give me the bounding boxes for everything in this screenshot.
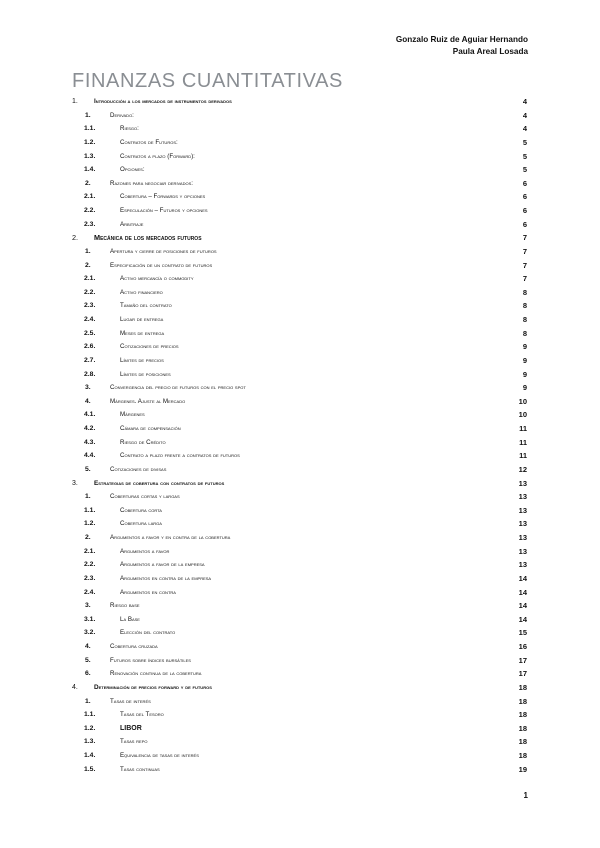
toc-entry-title: Activo mercancía o commodity [120,275,194,283]
toc-entry-title: Contrato a plazo frente a contratos de futuros [120,452,240,460]
toc-entry-title: Tamaño del contrato [120,302,172,310]
toc-entry[interactable] [72,245,527,259]
toc-entry-title: Tasas de interés [110,697,151,705]
toc-entry-title: Derivado: [110,111,134,119]
toc-entry-title: Activo financiero [120,288,163,296]
toc-entry-title: Apertura y cierre de posiciones de futuros [110,247,217,255]
toc-entry-number: 2.2. [84,207,96,214]
toc-entry-number: 5. [85,656,91,664]
toc-entry-page: 18 [518,737,527,747]
toc-entry[interactable] [72,354,527,368]
toc-entry-page: 18 [518,710,527,720]
toc-entry-title: Opciones: [120,166,145,174]
toc-entry[interactable] [72,695,527,709]
toc-entry-title: Especificación de un contrato de futuros [110,261,213,269]
toc-entry-number: 2. [85,534,91,541]
toc-entry-page: 6 [522,192,527,202]
toc-entry-number: 2.3. [84,302,96,310]
toc-entry-page: 10 [518,396,527,406]
toc-entry-page: 18 [518,682,527,692]
toc-entry-number: 2.7. [84,356,96,364]
toc-entry-page: 5 [522,151,527,161]
toc-entry[interactable] [72,531,527,545]
toc-entry-title: Tasas repo [120,738,148,746]
toc-entry-number: 1.1. [84,711,96,719]
toc-entry-number: 1.4. [84,166,96,174]
table-of-contents [72,95,527,776]
toc-entry-number: 2.1. [84,193,96,201]
toc-entry-page: 12 [518,464,527,474]
toc-entry-number: 1.3. [84,152,96,160]
toc-entry-number: 2. [85,261,91,269]
toc-entry-number: 1.3. [84,738,96,746]
toc-entry-title: Meses de entrega [120,329,165,337]
toc-entry[interactable] [72,436,527,450]
toc-entry[interactable] [72,259,527,273]
toc-entry-title: Arbitraje [120,220,144,228]
toc-entry-number: 4.3. [84,438,96,446]
toc-entry-number: 6. [85,670,91,678]
toc-entry-number: 2.2. [84,561,96,569]
toc-entry-number: 1. [85,247,91,255]
toc-entry[interactable] [72,340,527,354]
toc-entry[interactable] [72,286,527,300]
toc-entry-page: 9 [522,369,527,379]
toc-entry-title: Tasas del Tesoro [120,711,164,719]
toc-entry-number: 2.5. [84,329,96,337]
toc-entry[interactable] [72,136,527,150]
toc-entry-number: 4.2. [84,425,96,432]
toc-entry[interactable] [72,299,527,313]
toc-entry-title: Cámara de compensación [120,425,181,432]
toc-entry[interactable] [72,722,527,736]
toc-entry-title: Cotizaciones de divisas [110,465,167,473]
toc-entry-number: 1. [85,493,91,501]
toc-entry[interactable] [72,572,527,586]
toc-entry[interactable] [72,190,527,204]
toc-entry-page: 19 [518,764,527,774]
toc-entry-number: 2.4. [84,316,96,323]
toc-entry-page: 7 [522,233,527,243]
toc-entry-page: 6 [522,206,527,215]
toc-entry-title: Equivalencia de tasas de interés [120,752,199,759]
toc-entry-page: 14 [518,573,527,583]
toc-entry[interactable] [72,122,527,136]
toc-entry-title: Contratos de Futuros: [120,138,178,146]
toc-entry-page: 14 [518,601,527,611]
toc-entry-title: Futuros sobre índices bursátiles [110,656,191,664]
toc-entry-number: 1.1. [84,125,96,133]
toc-entry-page: 13 [518,560,527,570]
toc-entry-number: 1.4. [84,752,96,759]
toc-entry-page: 7 [522,246,527,256]
toc-entry-page: 9 [522,383,527,393]
toc-entry[interactable] [72,95,527,109]
toc-entry-title: Convergencia del precio de futuros con el precio spot [110,384,246,392]
toc-entry-page: 13 [518,546,527,556]
toc-entry[interactable] [72,395,527,409]
toc-entry-page: 9 [522,342,527,352]
toc-entry-page: 7 [522,274,527,284]
toc-entry[interactable] [72,204,527,218]
toc-entry[interactable] [72,517,527,531]
toc-entry-title: Cobertura larga [120,520,162,528]
toc-entry[interactable] [72,463,527,477]
toc-entry-title: Estrategias de cobertura con contratos de futuros [94,479,225,487]
toc-entry[interactable] [72,422,527,436]
toc-entry-page: 8 [522,328,527,338]
toc-entry[interactable] [72,545,527,559]
toc-entry[interactable] [72,368,527,382]
toc-entry[interactable] [72,150,527,164]
toc-entry-title: Razones para negociar derivados: [110,179,193,187]
toc-entry-title: Lugar de entrega [120,316,164,323]
toc-entry-number: 2. [72,233,79,243]
toc-entry-title: LIBOR [120,724,142,732]
toc-entry-title: Riesgo base [110,602,140,610]
toc-entry-page: 15 [518,628,527,638]
toc-entry[interactable] [72,654,527,668]
toc-entry-title: Argumentos a favor [120,547,170,555]
toc-entry-page: 4 [522,124,527,134]
authors-block [396,34,528,58]
toc-entry[interactable] [72,504,527,518]
toc-entry-title: Especulación – Futuros y opciones [120,207,208,214]
toc-entry-page: 8 [522,315,527,324]
toc-entry-title: Riesgo de Crédito [120,438,166,446]
toc-entry-number: 4. [85,397,91,405]
toc-entry[interactable] [72,218,527,232]
toc-entry-number: 2. [85,179,91,187]
toc-entry-page: 14 [518,587,527,597]
toc-entry-page: 4 [522,110,527,120]
toc-entry-page: 13 [518,505,527,515]
toc-entry[interactable] [72,272,527,286]
toc-entry-page: 11 [519,451,527,461]
toc-entry-page: 11 [519,424,527,433]
toc-entry-title: Cobertura cruzada [110,643,158,650]
toc-entry-title: Argumentos a favor y en contra de la cobertura [110,534,231,541]
toc-entry[interactable] [72,381,527,395]
toc-entry[interactable] [72,763,527,777]
toc-entry-number: 4. [85,643,91,650]
toc-entry-page: 13 [518,533,527,542]
toc-entry-number: 2.3. [84,574,96,582]
toc-entry-number: 1.1. [84,506,96,514]
toc-entry-title: Límites de posiciones [120,370,171,378]
toc-entry-page: 5 [522,165,527,175]
toc-entry-page: 6 [522,178,527,188]
toc-entry-title: Argumentos en contra de la empresa [120,574,212,582]
toc-entry[interactable] [72,626,527,640]
toc-entry-title: Riesgo: [120,125,139,133]
toc-entry-number: 2.8. [84,370,96,378]
toc-entry[interactable] [72,490,527,504]
toc-entry-number: 2.4. [84,588,96,596]
toc-entry-number: 1.5. [84,765,96,773]
toc-entry-page: 5 [522,137,527,147]
author-2: Paula Areal Losada [452,47,528,56]
toc-entry[interactable] [72,586,527,600]
toc-entry-title: Márgenes [120,411,145,419]
toc-entry[interactable] [72,667,527,681]
toc-entry-number: 3. [85,384,91,392]
toc-entry-number: 4. [72,683,78,691]
toc-entry-title: Tasas continuas [120,765,160,773]
toc-entry-page: 16 [518,642,527,651]
toc-entry-title: Límites de precios [120,356,164,364]
toc-entry[interactable] [72,681,527,695]
toc-entry[interactable] [72,231,527,245]
toc-entry-number: 4.4. [84,452,96,460]
toc-entry[interactable] [72,449,527,463]
toc-entry-title: La Base [120,615,140,623]
toc-entry-title: Coberturas cortas y largas [110,493,180,501]
toc-entry-number: 3. [72,479,78,487]
toc-entry-title: Cotizaciones de precios [120,343,179,351]
toc-entry-number: 2.6. [84,343,96,351]
toc-entry-title: Contratos a plazo (Forward): [120,152,195,160]
toc-entry[interactable] [72,109,527,123]
toc-entry-page: 13 [518,492,527,502]
toc-entry-title: Argumentos en contra [120,588,176,596]
toc-entry[interactable] [72,408,527,422]
toc-entry-number: 1. [72,98,78,105]
page-number: 1 [523,791,528,800]
toc-entry-page: 11 [519,437,527,447]
toc-entry-number: 4.1. [84,411,96,419]
toc-entry[interactable] [72,477,527,491]
toc-entry[interactable] [72,735,527,749]
toc-entry-number: 2.3. [84,220,96,228]
toc-entry-title: Elección del contrato [120,629,176,637]
toc-entry-title: Introducción a los mercados de instrumentos derivados [94,98,232,105]
toc-entry[interactable] [72,749,527,763]
toc-entry-title: Mecánica de los mercados futuros [94,233,202,243]
toc-entry-number: 1.2. [84,520,96,528]
toc-entry[interactable] [72,313,527,327]
toc-entry-page: 13 [518,478,527,488]
toc-entry[interactable] [72,599,527,613]
toc-entry-title: Cobertura – Forwards y opciones [120,193,206,201]
toc-entry-page: 18 [518,696,527,706]
document-title: FINANZAS CUANTITATIVAS [72,70,343,92]
toc-entry[interactable] [72,613,527,627]
toc-entry-page: 6 [522,219,527,229]
toc-entry-number: 3.2. [84,629,96,637]
toc-entry-page: 13 [518,519,527,529]
toc-entry-page: 18 [518,751,527,760]
toc-entry-number: 2.1. [84,275,96,283]
toc-entry-title: Determinación de precios forward y de futuros [94,683,212,691]
toc-entry[interactable] [72,558,527,572]
toc-entry-page: 18 [518,723,527,733]
toc-entry[interactable] [72,327,527,341]
toc-entry-page: 8 [522,301,527,311]
toc-entry-number: 2.2. [84,288,96,296]
toc-entry-title: Argumentos a favor de la empresa [120,561,205,569]
toc-entry-title: Márgenes. Ajuste al Mercado [110,397,186,405]
toc-entry-title: Cobertura corta [120,506,162,514]
toc-entry-number: 1. [85,111,91,119]
toc-entry[interactable] [72,708,527,722]
toc-entry-number: 2.1. [84,547,96,555]
toc-entry[interactable] [72,163,527,177]
toc-entry-number: 3. [85,602,91,610]
toc-entry-title: Renovación continua de la cobertura [110,670,202,678]
toc-entry-page: 7 [522,260,527,270]
toc-entry-page: 14 [518,614,527,624]
author-1: Gonzalo Ruiz de Aguiar Hernando [395,35,528,44]
toc-entry-page: 9 [522,355,527,365]
toc-entry-number: 1.2. [84,138,96,146]
toc-entry-number: 3.1. [84,615,96,623]
toc-entry-page: 17 [518,655,527,665]
toc-entry-number: 5. [85,465,91,473]
toc-entry-number: 1. [85,697,91,705]
toc-entry[interactable] [72,640,527,654]
toc-entry-page: 4 [522,97,527,106]
toc-entry-page: 8 [522,287,527,297]
toc-entry-number: 1.2. [84,724,96,732]
toc-entry[interactable] [72,177,527,191]
toc-entry-page: 10 [518,410,527,420]
toc-entry-page: 17 [518,669,527,679]
